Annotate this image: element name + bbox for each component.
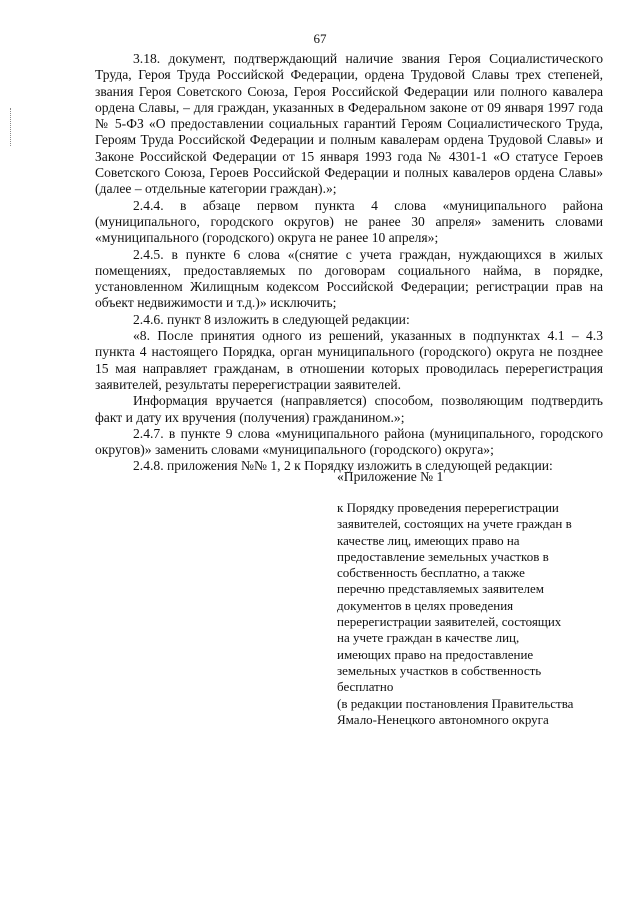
appendix-line: собственность бесплатно, а также [337,565,525,581]
page-number: 67 [313,31,327,46]
paragraph-2-4-6: 2.4.6. пункт 8 изложить в следующей редакции: [133,311,410,327]
margin-scan-marks [10,108,14,146]
appendix-line: земельных участков в собственность [337,662,542,678]
appendix-line: предоставление земельных участков в [337,548,549,564]
paragraph-2-4-7: 2.4.7. в пункте 9 слова «муниципального района (муниципального, городского округов)» заменить словами «муниципального (городского) округа»; [95,425,603,458]
appendix-line: качестве лиц, имеющих право на [337,532,520,548]
appendix-line: Ямало-Ненецкого автономного округа [337,711,549,727]
document-body [95,51,603,475]
appendix-caption [337,500,577,728]
paragraph-2-4-5: 2.4.5. в пункте 6 слова «(снятие с учета граждан, нуждающихся в жилых помещениях, предоставляемых по договорам социального найма, в порядке, установленном Жилищным кодексом Российской Федерации; регистрации прав на объект недвижимости и т.д.)» исключить; [95,246,603,311]
appendix-title: «Приложение № 1 [337,469,444,484]
appendix-line: на учете граждан в качестве лиц, [337,630,520,646]
paragraph-point-8: «8. После принятия одного из решений, указанных в подпунктах 4.1 – 4.3 пункта 4 настоящего Порядка, орган муниципального (городского) округа не позднее 15 мая направляет гражданам, в отношении которых проводилась перерегистрация заявителей, результаты перерегистрации заявителей. [95,328,603,392]
appendix-line: заявителей, состоящих на учете граждан в [337,516,572,532]
appendix-line: бесплатно [337,679,394,695]
paragraph-2-4-4: 2.4.4. в абзаце первом пункта 4 слова «муниципального района (муниципального, городского округов) не ранее 30 апреля» заменить словами «муниципального (городского) округа не ранее 10 апреля»; [95,197,603,246]
appendix-line: к Порядку проведения перерегистрации [337,500,559,515]
appendix-line: документов в целях проведения [337,597,514,613]
appendix-line: перечню представляемых заявителем [337,581,545,597]
appendix-line: имеющих право на предоставление [337,646,534,662]
appendix-line: (в редакции постановления Правительства [337,695,574,711]
paragraph-3-18: 3.18. документ, подтверждающий наличие звания Героя Социалистического Труда, Героя Труда Российской Федерации, ордена Трудовой Славы трех степеней, звания Героя Советского Союза, Героя Российской Федерации или полного кавалера ордена Славы, – для граждан, указанных в Федеральном законе от 09 января 1997 года № 5-ФЗ «О предоставлении социальных гарантий Героям Социалистического Труда, Героям Труда Российской Федерации и полным кавалерам ордена Трудовой Славы» и Законе Российской Федерации от 15 января 1993 года № 4301-1 «О статусе Героев Советского Союза, Героев Российской Федерации и полных кавалеров ордена Славы» (далее – отдельные категории граждан).»; [95,51,603,197]
paragraph-2-4-8: 2.4.8. приложения №№ 1, 2 к Порядку изложить в следующей редакции: [133,458,553,474]
appendix-line: перерегистрации заявителей, состоящих [337,614,562,630]
paragraph-information: Информация вручается (направляется) способом, позволяющим подтвердить факт и дату их вручения (получения) гражданином.»; [95,393,603,425]
